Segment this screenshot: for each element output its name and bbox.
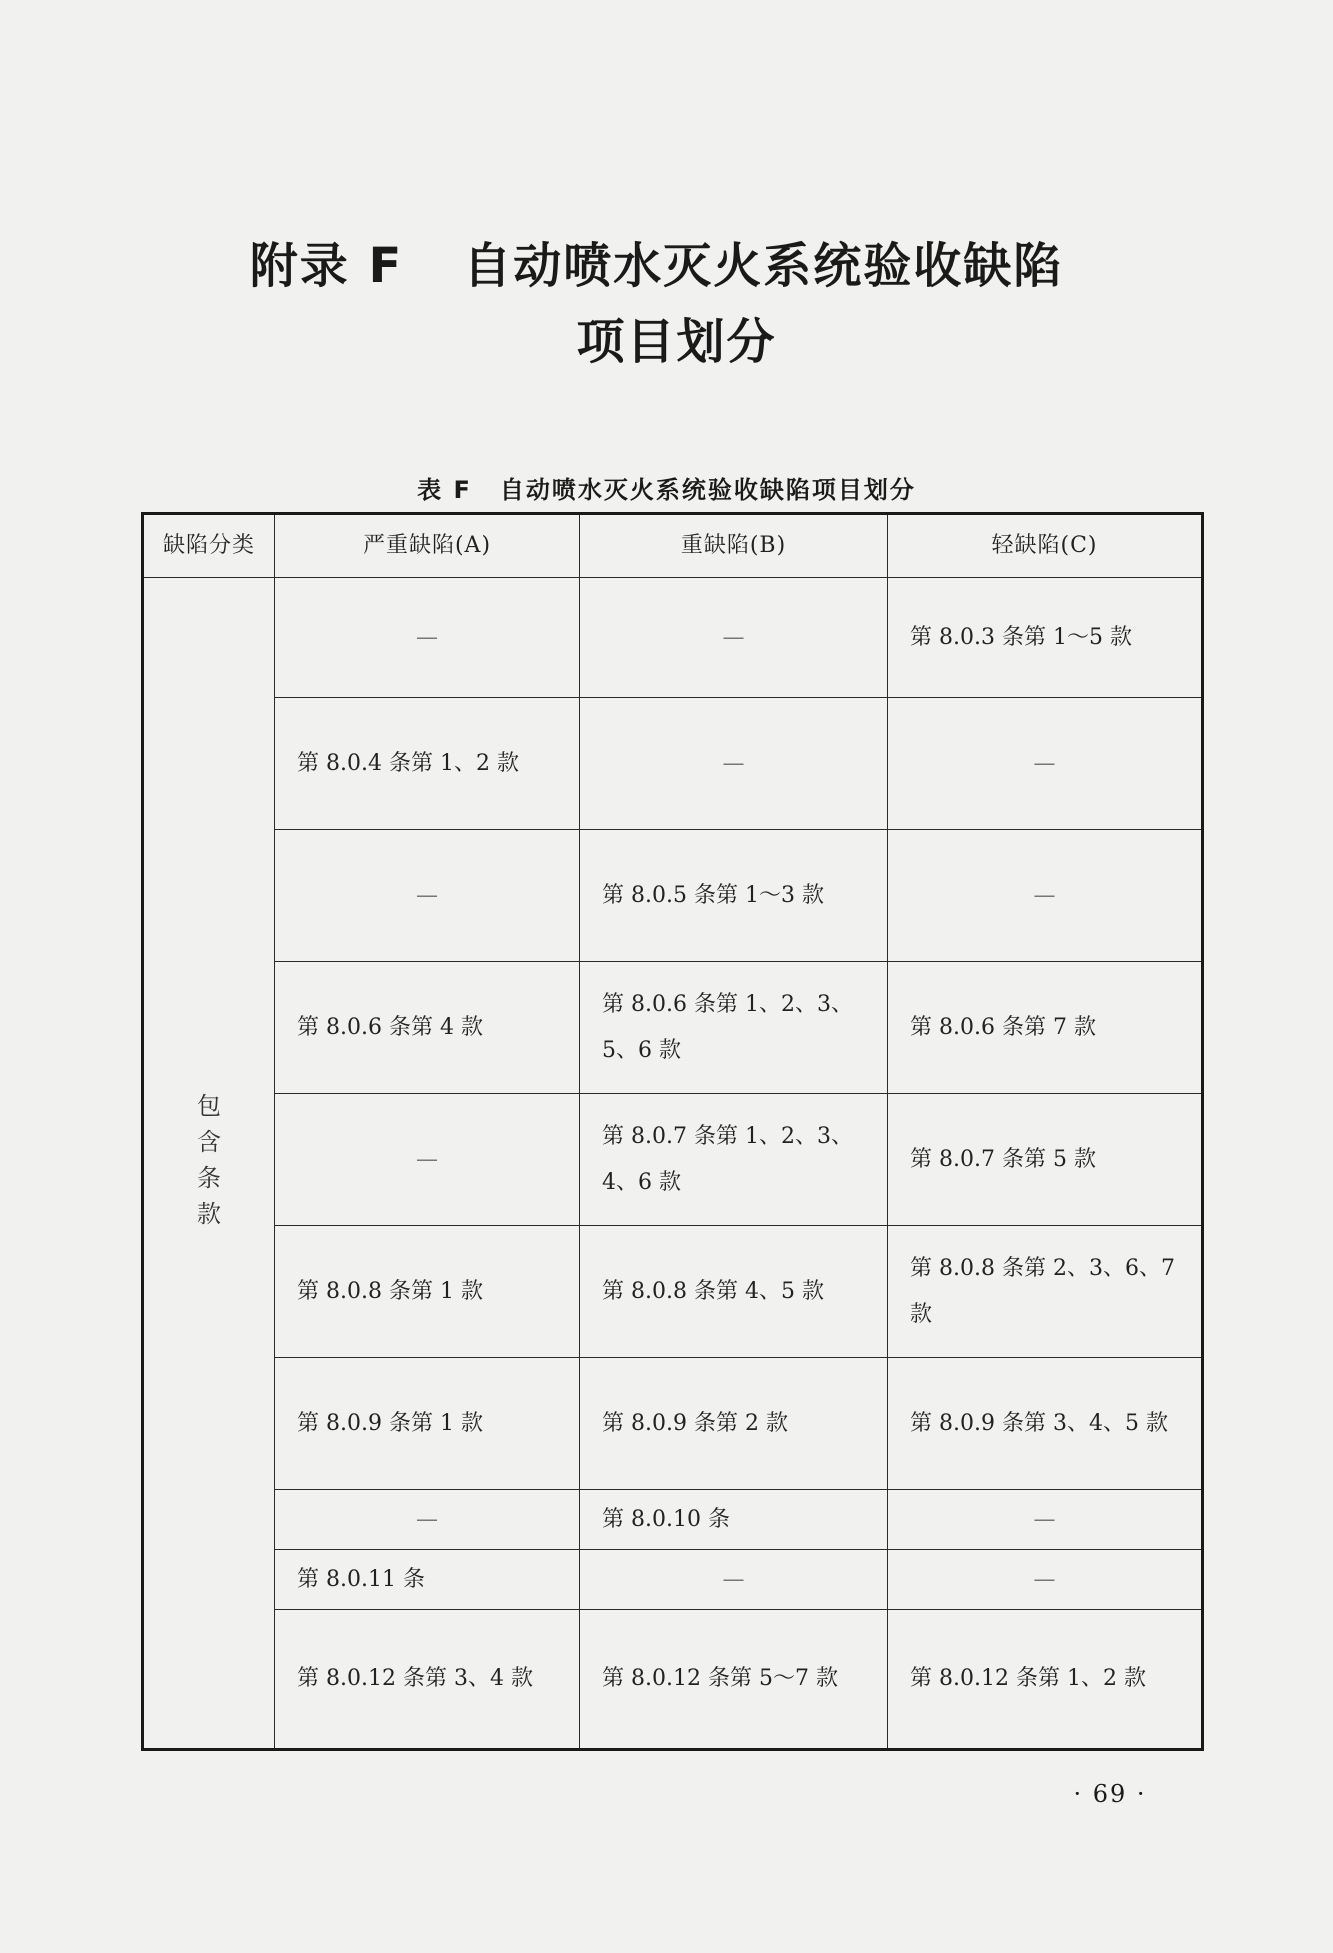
table-cell-c: 第 8.0.9 条第 3、4、5 款: [888, 1358, 1203, 1490]
table-cell-a: 第 8.0.8 条第 1 款: [275, 1226, 580, 1358]
table-cell-b: 第 8.0.12 条第 5～7 款: [580, 1610, 888, 1750]
table-cell-a: —: [275, 578, 580, 698]
table-row: [143, 1094, 1203, 1226]
table-cell-c: 第 8.0.7 条第 5 款: [888, 1094, 1203, 1226]
defect-classification-table: [141, 512, 1204, 1751]
table-cell-b: 第 8.0.9 条第 2 款: [580, 1358, 888, 1490]
table-row: [143, 1610, 1203, 1750]
table-cell-c: —: [888, 1550, 1203, 1610]
table-caption-label: 表 F: [417, 476, 472, 504]
table-cell-a: 第 8.0.12 条第 3、4 款: [275, 1610, 580, 1750]
table-cell-a: —: [275, 830, 580, 962]
header-minor-defect: 轻缺陷(C): [888, 514, 1203, 578]
table-cell-a: 第 8.0.9 条第 1 款: [275, 1358, 580, 1490]
table-row: [143, 698, 1203, 830]
table-header-row: [143, 514, 1203, 578]
table-row: [143, 578, 1203, 698]
table-row: [143, 1358, 1203, 1490]
table-row: [143, 1226, 1203, 1358]
row-label-text: 包含条款: [197, 1091, 221, 1228]
table-body: [143, 578, 1203, 1750]
table-caption: [0, 470, 1333, 505]
table-cell-c: 第 8.0.8 条第 2、3、6、7 款: [888, 1226, 1203, 1358]
table-cell-a: —: [275, 1094, 580, 1226]
table-cell-c: 第 8.0.3 条第 1～5 款: [888, 578, 1203, 698]
title-main-text: 自动喷水灭火系统验收缺陷: [463, 238, 1064, 294]
table-cell-c: 第 8.0.12 条第 1、2 款: [888, 1610, 1203, 1750]
table-cell-a: 第 8.0.6 条第 4 款: [275, 962, 580, 1094]
table-cell-b: 第 8.0.5 条第 1～3 款: [580, 830, 888, 962]
table-cell-b: 第 8.0.6 条第 1、2、3、5、6 款: [580, 962, 888, 1094]
table-cell-a: —: [275, 1490, 580, 1550]
table-row: [143, 962, 1203, 1094]
table-cell-b: —: [580, 578, 888, 698]
table-cell-c: —: [888, 698, 1203, 830]
header-critical-defect: 严重缺陷(A): [275, 514, 580, 578]
table-cell-b: 第 8.0.8 条第 4、5 款: [580, 1226, 888, 1358]
table-caption-text: 自动喷水灭火系统验收缺陷项目划分: [499, 476, 916, 504]
table-cell-c: —: [888, 1490, 1203, 1550]
table-row: [143, 1550, 1203, 1610]
page-number: · 69 ·: [1073, 1780, 1147, 1808]
table-cell-b: 第 8.0.7 条第 1、2、3、4、6 款: [580, 1094, 888, 1226]
table-cell-c: 第 8.0.6 条第 7 款: [888, 962, 1203, 1094]
header-defect-category: 缺陷分类: [143, 514, 275, 578]
table-cell-a: 第 8.0.4 条第 1、2 款: [275, 698, 580, 830]
table-cell-a: 第 8.0.11 条: [275, 1550, 580, 1610]
header-major-defect: 重缺陷(B): [580, 514, 888, 578]
table-cell-c: —: [888, 830, 1203, 962]
appendix-label: 附录 F: [249, 238, 404, 294]
page-title-line-1: [0, 228, 1333, 304]
page-title-line-2: 项目划分: [576, 314, 777, 370]
table-cell-b: —: [580, 698, 888, 830]
table-row: [143, 830, 1203, 962]
page-title: [0, 228, 1333, 380]
table-cell-b: —: [580, 1550, 888, 1610]
table-cell-b: 第 8.0.10 条: [580, 1490, 888, 1550]
table-row: [143, 1490, 1203, 1550]
row-label-included-clauses: [143, 578, 275, 1750]
